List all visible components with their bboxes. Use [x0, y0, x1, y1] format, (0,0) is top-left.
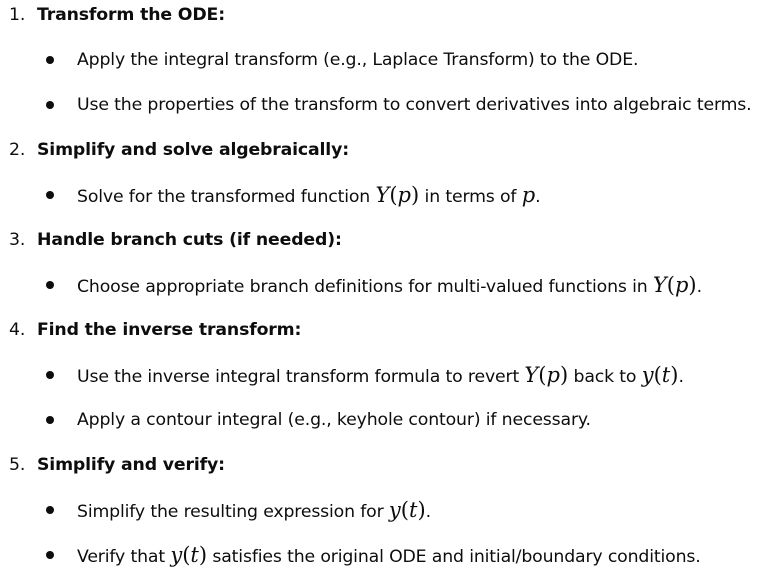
- step-number: 2.: [9, 140, 26, 160]
- math-paren: ): [417, 498, 426, 522]
- text-run: .: [678, 367, 684, 387]
- bullet-text: Apply the integral transform (e.g., Laplace Transform) to the ODE.: [77, 50, 639, 70]
- text-run: Simplify the resulting expression for: [77, 502, 389, 522]
- text-run: in terms of: [419, 187, 522, 207]
- bullet-text: Apply a contour integral (e.g., keyhole contour) if necessary.: [77, 410, 591, 430]
- math-symbol: y: [388, 498, 401, 522]
- bullet-text: [77, 273, 702, 297]
- math-symbol: p: [674, 273, 689, 297]
- math-paren: ): [411, 183, 420, 207]
- bullet-dot-icon: [46, 281, 54, 289]
- bullet-dot-icon: [46, 506, 54, 514]
- math-symbol: p: [521, 183, 536, 207]
- bullet-text: [77, 363, 684, 387]
- text-run: Choose appropriate branch definitions for multi-valued functions in: [77, 277, 653, 297]
- math-symbol: t: [190, 543, 199, 567]
- math-paren: (: [538, 363, 547, 387]
- step-title: Simplify and verify:: [37, 455, 225, 475]
- step-number: 3.: [9, 230, 26, 250]
- bullet-dot-icon: [46, 56, 54, 64]
- math-paren: (: [666, 273, 675, 297]
- math-symbol: Y: [652, 273, 667, 297]
- math-paren: (: [182, 543, 191, 567]
- bullet-text: [77, 183, 540, 207]
- text-run: Verify that: [77, 547, 171, 567]
- step-title: Transform the ODE:: [37, 5, 225, 25]
- bullet-text: [77, 498, 431, 522]
- step-number: 4.: [9, 320, 26, 340]
- math-expression: [642, 363, 679, 387]
- math-paren: ): [688, 273, 697, 297]
- math-expression: [524, 363, 568, 387]
- math-paren: ): [198, 543, 208, 567]
- math-paren: (: [400, 498, 409, 522]
- step-number: 5.: [9, 455, 26, 475]
- bullet-dot-icon: [46, 191, 54, 199]
- math-expression: [522, 183, 535, 207]
- math-expression: [389, 498, 426, 522]
- text-run: .: [535, 187, 541, 207]
- math-paren: (: [653, 363, 662, 387]
- text-run: back to: [568, 367, 642, 387]
- math-symbol: t: [661, 363, 671, 387]
- math-symbol: Y: [375, 183, 390, 207]
- bullet-text: Use the properties of the transform to convert derivatives into algebraic terms.: [77, 95, 752, 115]
- math-paren: ): [670, 363, 679, 387]
- bullet-dot-icon: [46, 101, 54, 109]
- math-expression: [170, 543, 207, 567]
- math-paren: (: [389, 183, 398, 207]
- step-title: Simplify and solve algebraically:: [37, 140, 349, 160]
- math-symbol: p: [546, 363, 560, 387]
- step-number: 1.: [9, 5, 26, 25]
- step-title: Handle branch cuts (if needed):: [37, 230, 342, 250]
- bullet-dot-icon: [46, 371, 54, 379]
- math-symbol: y: [170, 543, 183, 567]
- math-symbol: p: [397, 183, 411, 207]
- math-symbol: y: [641, 363, 654, 387]
- text-run: Use the inverse integral transform formula to revert: [77, 367, 525, 387]
- math-expression: [375, 183, 419, 207]
- bullet-dot-icon: [46, 416, 54, 424]
- text-run: .: [425, 502, 431, 522]
- math-symbol: Y: [524, 363, 539, 387]
- text-run: .: [696, 277, 702, 297]
- text-run: Solve for the transformed function: [77, 187, 376, 207]
- step-title: Find the inverse transform:: [37, 320, 302, 340]
- math-expression: [653, 273, 697, 297]
- bullet-dot-icon: [46, 551, 54, 559]
- math-paren: ): [559, 363, 569, 387]
- text-run: satisfies the original ODE and initial/boundary conditions.: [207, 547, 701, 567]
- math-symbol: t: [408, 498, 418, 522]
- bullet-text: [77, 543, 701, 567]
